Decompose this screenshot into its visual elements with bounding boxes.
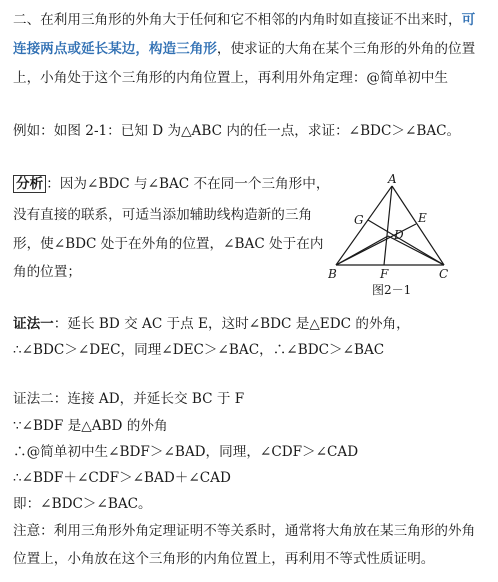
analysis-line-2: 没有直接的联系，可适当添加辅助线构造新的三角 bbox=[13, 207, 313, 223]
label-e: E bbox=[418, 211, 427, 225]
proof2-line-4: ∴∠BDF＋∠CDF＞∠BAD＋∠CAD bbox=[13, 470, 231, 486]
note-line-1: 注意：利用三角形外角定理证明不等关系时，通常将大角放在某三角形的外角 bbox=[13, 523, 476, 539]
intro-line-3: 上，小角处于这个三角形的内角位置上，再利用外角定理：@简单初中生 bbox=[13, 70, 448, 86]
label-b: B bbox=[328, 267, 337, 281]
label-g: G bbox=[354, 213, 364, 227]
segment-af bbox=[384, 186, 392, 265]
analysis-line-4: 角的位置； bbox=[13, 264, 81, 280]
analysis-label: 分析 bbox=[13, 175, 46, 193]
note-line-2: 位置上，小角放在这个三角形的内角位置上，再利用不等式性质证明。 bbox=[13, 551, 435, 567]
label-a: A bbox=[388, 174, 397, 186]
label-c: C bbox=[439, 267, 449, 281]
triangle-figure bbox=[328, 174, 488, 299]
analysis-line-1 bbox=[13, 174, 329, 194]
proof2-line-5: 即：∠BDC＞∠BAC。 bbox=[13, 496, 152, 512]
intro-highlight: 可 bbox=[461, 12, 476, 28]
example-statement: 例如：如图 2-1：已知 D 为△ABC 内的任一点，求证：∠BDC＞∠BAC。 bbox=[13, 123, 461, 139]
figure-caption: 图2－1 bbox=[372, 283, 412, 297]
proof2-line-2: ∵∠BDF 是△ABD 的外角 bbox=[13, 418, 168, 434]
analysis-line-3: 形，使∠BDC 处于在外角的位置，∠BAC 处于在内 bbox=[13, 236, 324, 252]
proof1-text: ：延长 BD 交 AC 于点 E，这时∠BDC 是△EDC 的外角， bbox=[53, 316, 410, 332]
intro-line-1 bbox=[13, 10, 475, 30]
side-ac bbox=[392, 186, 444, 265]
analysis-text: ：因为∠BDC 与∠BAC 不在同一个三角形中， bbox=[46, 176, 330, 192]
proof1-label: 证法一 bbox=[13, 316, 54, 332]
intro-text: ，使求证的大角在某个三角形的外角的位置 bbox=[216, 41, 476, 57]
proof2-line-1: 证法二：连接 AD，并延长交 BC 于 F bbox=[13, 391, 245, 407]
intro-line-2 bbox=[13, 39, 475, 59]
proof2-line-3: ∴@简单初中生∠BDF＞∠BAD，同理，∠CDF＞∠CAD bbox=[13, 444, 359, 460]
intro-highlight: 连接两点或延长某边，构造三角形 bbox=[13, 41, 217, 57]
proof1-line-1 bbox=[13, 314, 410, 334]
label-f: F bbox=[380, 267, 389, 281]
segment-bd bbox=[336, 236, 388, 265]
side-ab bbox=[336, 186, 392, 265]
label-d: D bbox=[394, 228, 404, 242]
intro-text: 二、在利用三角形的外角大于任何和它不相邻的内角时如直接证不出来时， bbox=[13, 12, 462, 28]
proof1-line-2: ∴∠BDC＞∠DEC，同理∠DEC＞∠BAC，∴∠BDC＞∠BAC bbox=[13, 342, 385, 358]
